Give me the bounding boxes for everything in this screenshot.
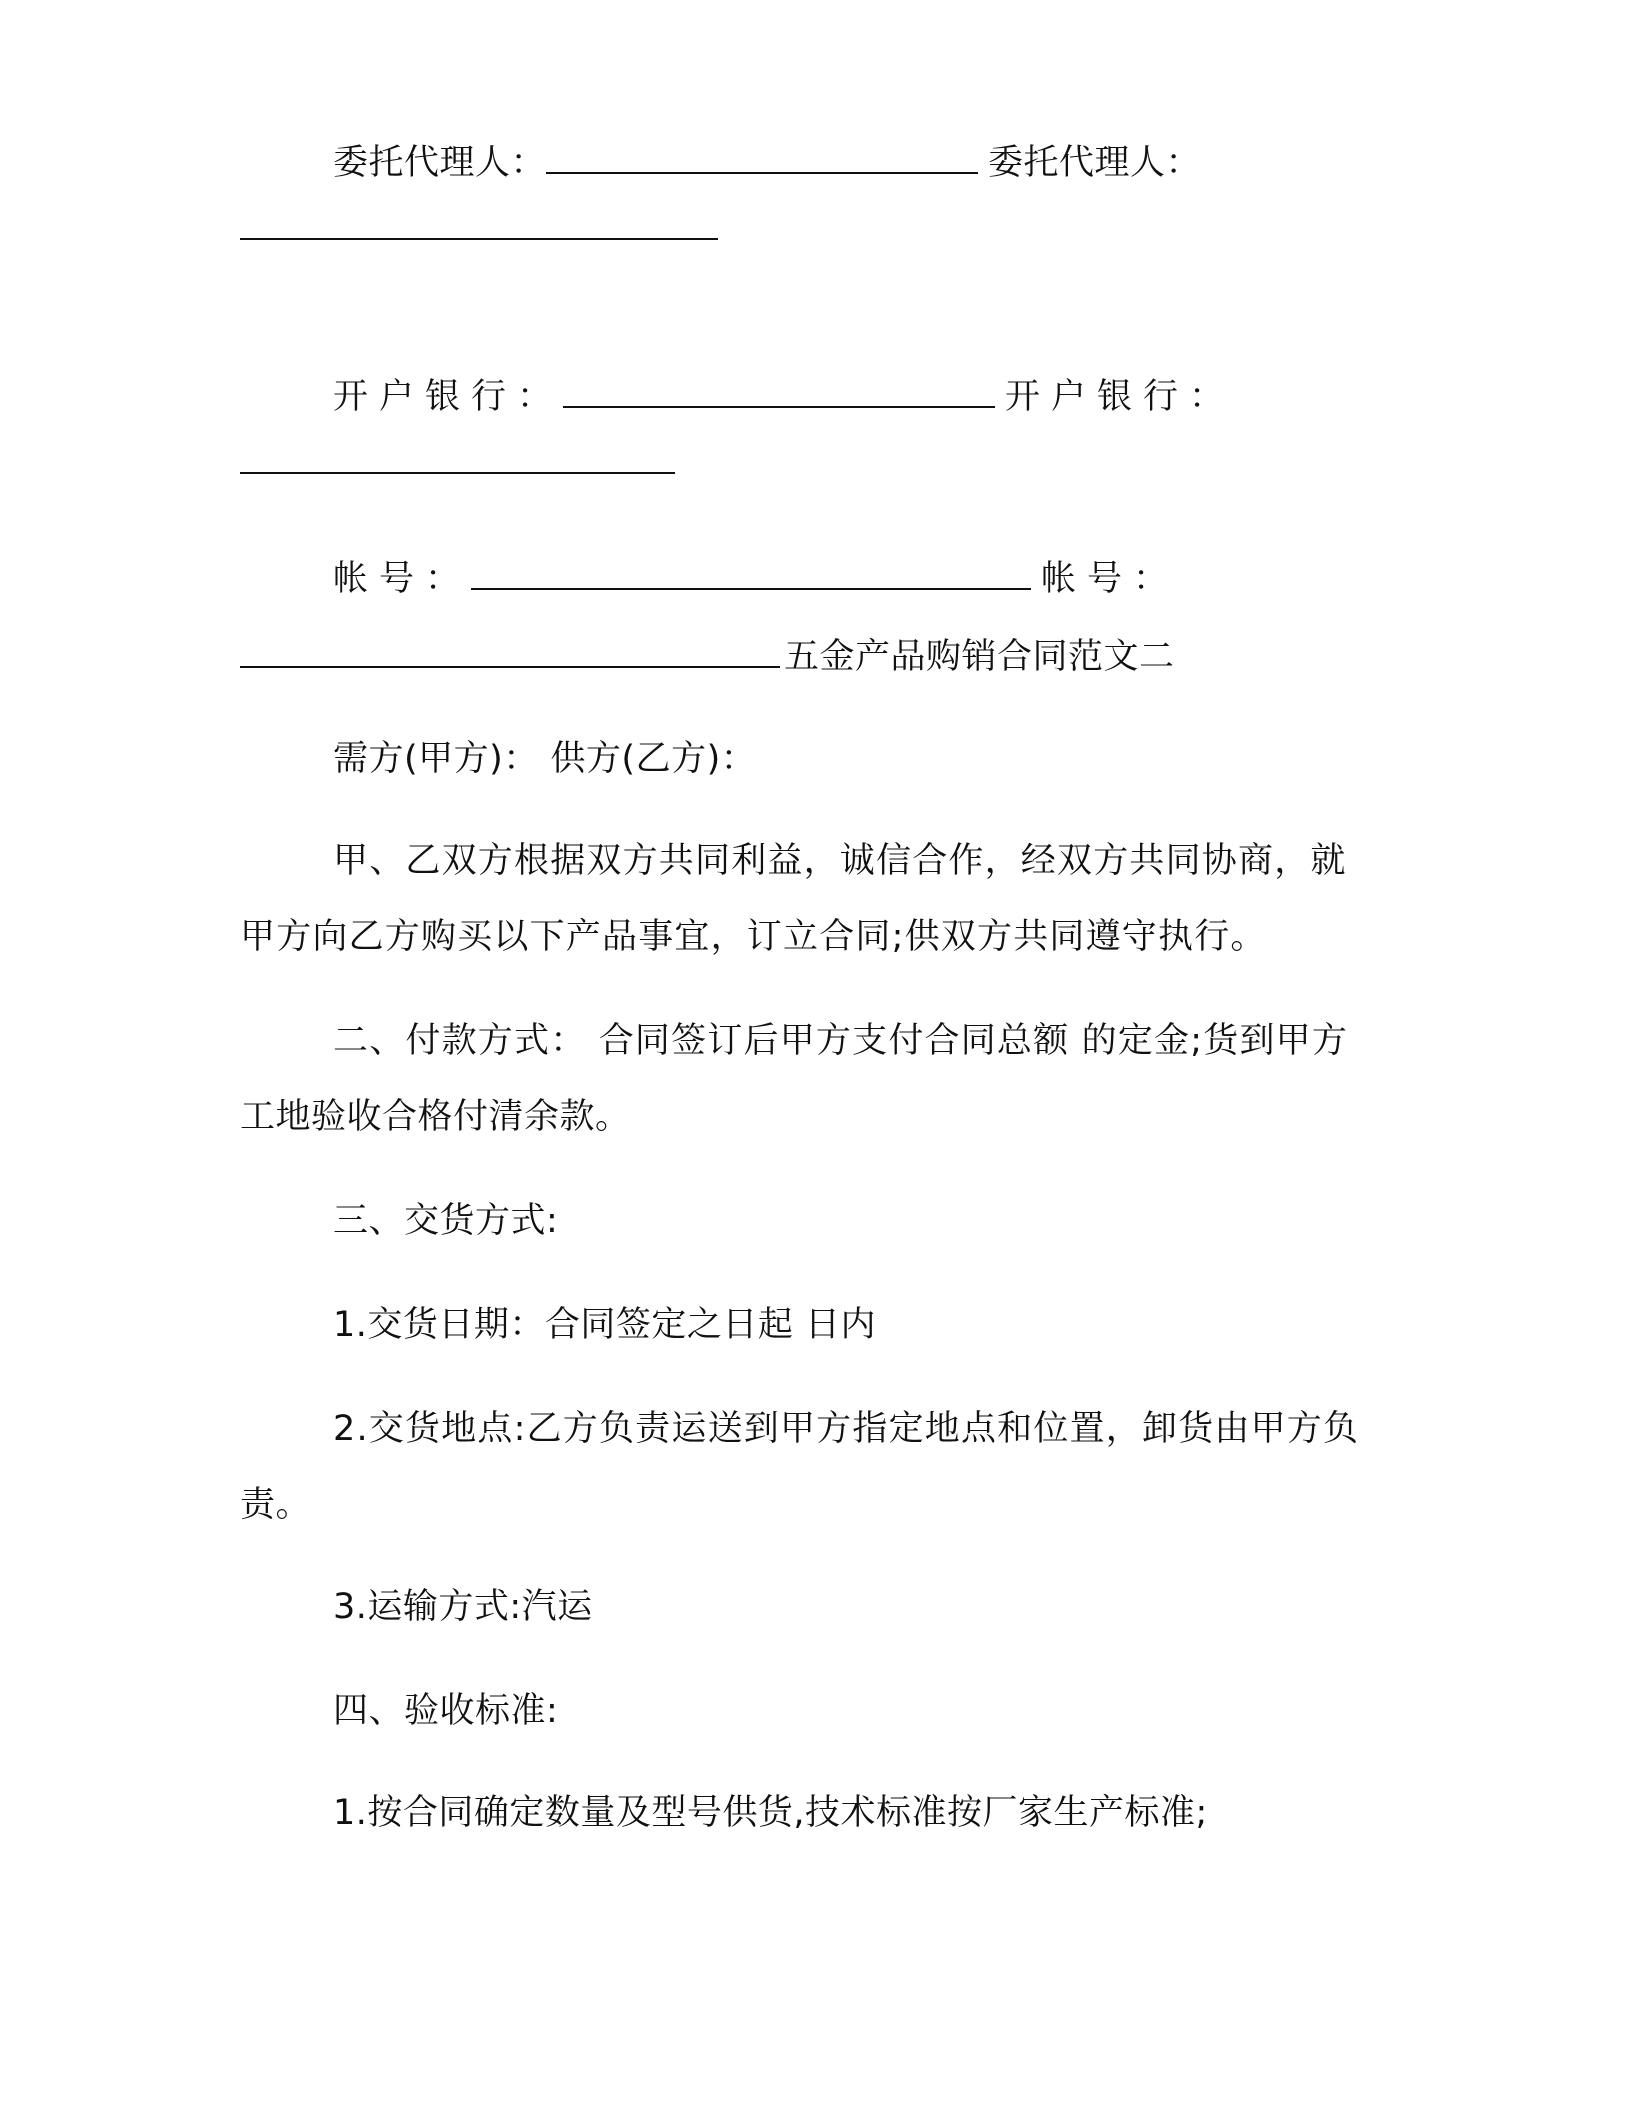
agent-label-a: 委托代理人： (333, 143, 547, 183)
transport-line: 3.运输方式:汽运 (333, 1587, 593, 1627)
agent-row (333, 140, 1201, 186)
intro-line-2: 甲方向乙方购买以下产品事宜，订立合同;供双方共同遵守执行。 (240, 917, 1267, 957)
account-blank-a (471, 558, 1031, 590)
agent-blank-a (546, 142, 978, 174)
payment-line-1: 二、付款方式： 合同签订后甲方支付合同总额 的定金;货到甲方 (333, 1021, 1349, 1061)
delivery-place-line-1: 2.交货地点:乙方负责运送到甲方指定地点和位置，卸货由甲方负 (333, 1409, 1360, 1449)
acceptance-heading: 四、验收标准: (333, 1691, 559, 1731)
section-title: 五金产品购销合同范文二 (784, 637, 1175, 677)
delivery-date: 1.交货日期：合同签定之日起 日内 (333, 1305, 877, 1345)
bank-blank-b (240, 442, 675, 474)
agent-blank-b-row (240, 206, 718, 252)
delivery-place-line-2: 责。 (240, 1485, 312, 1525)
bank-label-b: 开户银行： (1005, 377, 1236, 417)
bank-blank-a (563, 376, 995, 408)
intro-line-1: 甲、乙双方根据双方共同利益，诚信合作，经双方共同协商，就 (333, 841, 1347, 881)
payment-line-2: 工地验收合格付清余款。 (240, 1097, 631, 1137)
acceptance-line-1: 1.按合同确定数量及型号供货,技术标准按厂家生产标准; (333, 1793, 1208, 1833)
delivery-heading: 三、交货方式: (333, 1201, 559, 1241)
parties-line: 需方(甲方)： 供方(乙方)： (333, 739, 757, 779)
account-label-b: 帐号： (1041, 559, 1180, 599)
account-blank-b (240, 636, 780, 668)
bank-row (333, 374, 1235, 420)
bank-label-a: 开户银行： (333, 377, 564, 417)
account-row (333, 556, 1179, 602)
agent-blank-b (240, 208, 718, 240)
section-title-row (240, 634, 1175, 680)
bank-blank-b-row (240, 440, 675, 486)
account-label-a: 帐号： (333, 559, 472, 599)
agent-label-b: 委托代理人： (988, 143, 1202, 183)
